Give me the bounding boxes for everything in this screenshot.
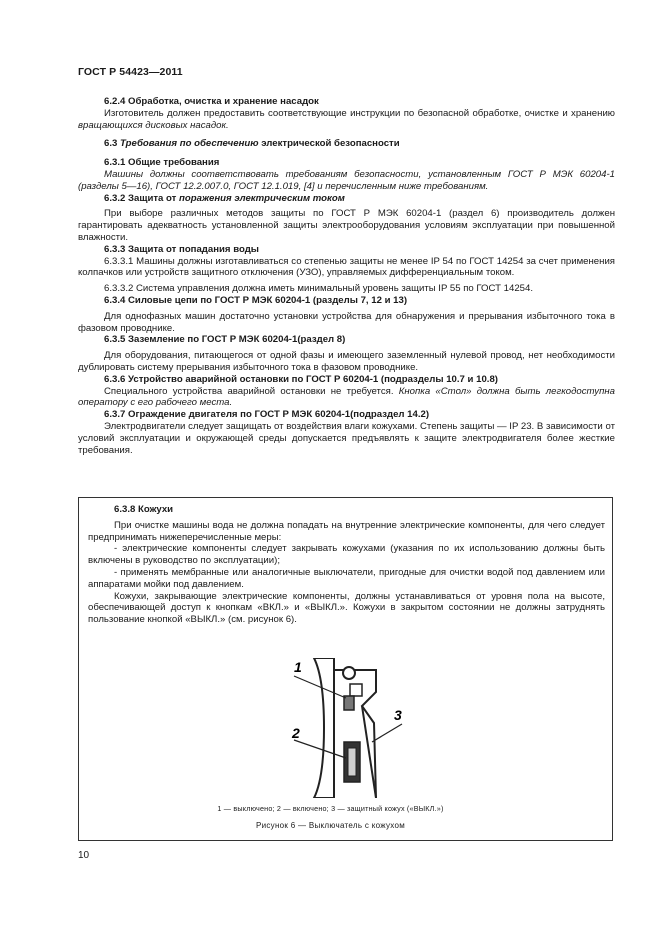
- framed-section-text: [88, 504, 605, 626]
- figure-label-2: 2: [292, 725, 300, 741]
- figure-label-3: 3: [394, 707, 402, 723]
- section-6-2-4-text: Изготовитель должен предоставить соответствующие инструкции по безопасной обработке, очистке и хранению вращающихся дисковых насадок.: [78, 107, 615, 131]
- section-6-3-4-text: Для однофазных машин достаточно установки устройства для обнаружения и прерывания избыточного тока в фазовом проводнике.: [78, 310, 615, 334]
- section-6-3-4-title: 6.3.4 Силовые цепи по ГОСТ Р МЭК 60204-1 (разделы 7, 12 и 13): [104, 294, 408, 306]
- section-6-3-1-text: Машины должны соответствовать требованиям безопасности, установленным ГОСТ Р МЭК 60204-1 (разделы 5—16), ГОСТ 12.2.007.0, ГОСТ 12.1.019, [4] и перечисленным ниже требованиям.: [78, 168, 615, 192]
- section-6-3-8-list-item-1: - электрические компоненты следует закрывать кожухами (указания по их использованию должны быть включены в руководство по эксплуатации);: [88, 543, 605, 567]
- section-6-3-8-paragraph-1: При очистке машины вода не должна попадать на внутренние электрические компоненты, для чего следует предпринимать нижеперечисленные меры:: [88, 519, 605, 543]
- switch-with-cover-figure: [284, 658, 414, 798]
- standard-header: ГОСТ Р 54423—2011: [78, 66, 183, 78]
- section-6-3-3-1-text: 6.3.3.1 Машины должны изготавливаться со степенью защиты не менее IP 54 по ГОСТ 14254 за счет применения колпачков или устройств защитного отключения (УЗО), управляемых дифференциальным током.: [78, 255, 615, 279]
- section-6-3-8-title: 6.3.8 Кожухи: [114, 504, 174, 515]
- section-6-3-7-title: 6.3.7 Ограждение двигателя по ГОСТ Р МЭК 60204-1(подраздел 14.2): [104, 409, 430, 421]
- figure-label-1: 1: [294, 659, 302, 675]
- section-6-3-6-text: Специального устройства аварийной остановки не требуется. Кнопка «Стол» должна быть легкодоступна оператору с его рабочего места.: [78, 385, 616, 409]
- main-text: [78, 96, 615, 456]
- section-6-3-5-text: Для оборудования, питающегося от одной фазы и имеющего заземленный нулевой провод, нет необходимости дублировать систему прерывания избыточного тока в фазовом проводнике.: [78, 350, 615, 373]
- figure-caption: Рисунок 6 — Выключатель с кожухом: [255, 821, 406, 830]
- section-6-3-8-paragraph-2: Кожухи, закрывающие электрические компоненты, должны устанавливаться от уровня пола на высоте, обеспечивающей доступ к кнопкам «ВКЛ.» и «ВЫКЛ.». Кожухи в закрытом состоянии не должны затруднять пользование кнопкой «ВЫКЛ.» (см. рисунок 6).: [88, 590, 605, 626]
- section-6-3-7-text: Электродвигатели следует защищать от воздействия влаги кожухами. Степень защиты — IP 23. В зависимости от условий эксплуатации и окружающей среды допускается предъявлять к защите электродвигателя более жесткие требования.: [78, 420, 615, 456]
- page-number: 10: [78, 850, 90, 861]
- section-6-3-5-title: 6.3.5 Заземление по ГОСТ Р МЭК 60204-1(раздел 8): [104, 334, 346, 346]
- section-6-3-3-2-text: 6.3.3.2 Система управления должна иметь минимальный уровень защиты IP 55 по ГОСТ 14254.: [104, 283, 533, 295]
- figure-legend: 1 — выключено; 2 — включено; 3 — защитный кожух («ВЫКЛ.»): [217, 804, 444, 813]
- section-6-2-4-title: 6.2.4 Обработка, очистка и хранение насадок: [104, 96, 319, 107]
- section-6-3-2-title: 6.3.2 Защита от поражения электрическим током: [104, 192, 345, 204]
- section-6-3-8-list-item-2: - применять мембранные или аналогичные выключатели, пригодные для очистки водой под давлением или аппаратами мойки под давлением.: [88, 566, 605, 590]
- section-6-3-3-title: 6.3.3 Защита от попадания воды: [104, 243, 259, 255]
- section-6-3-2-text: При выборе различных методов защиты по ГОСТ Р МЭК 60204-1 (раздел 6) производитель должен гарантировать адекватность установленной защиты электрооборудования условиям эксплуатации при повышенной влажности.: [78, 208, 615, 243]
- section-6-3-1-title: 6.3.1 Общие требования: [104, 157, 220, 169]
- section-6-3-title: 6.3 Требования по обеспечению электрической безопасности: [104, 138, 400, 150]
- section-6-3-6-title: 6.3.6 Устройство аварийной остановки по ГОСТ Р 60204-1 (подразделы 10.7 и 10.8): [104, 373, 498, 385]
